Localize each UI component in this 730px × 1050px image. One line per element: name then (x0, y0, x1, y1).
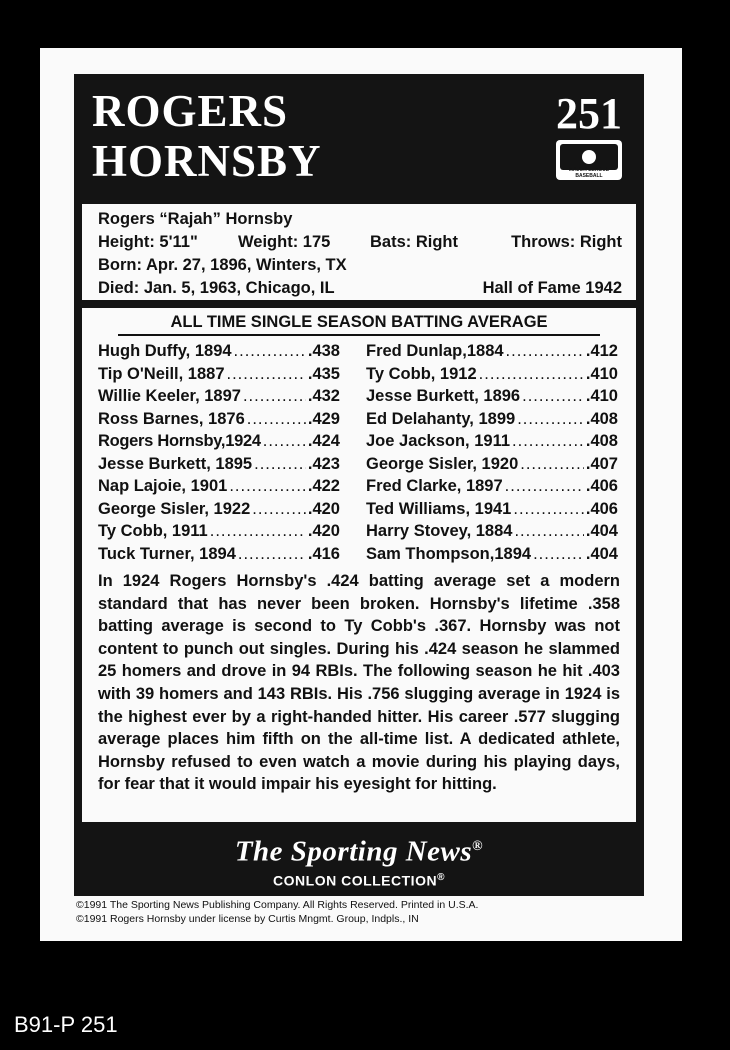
player-season: Willie Keeler, 1897 (98, 387, 241, 405)
leader-dots (505, 475, 584, 498)
bio-box (82, 204, 636, 300)
player-season: Ted Williams, 1941 (366, 499, 512, 518)
stats-box (82, 308, 636, 822)
player-season: Fred Clarke, 1897 (366, 477, 503, 495)
story-text: In 1924 Rogers Hornsby's .424 batting average set a modern standard that has never been broken. Hornsby's lifetime .358 batting average is second to Ty Cobb's .367. Hornsby was not content to punch out singles. During his .424 season he slammed 25 homers and drove in 94 RBIs. The following season he hit .403 with 39 homers and 143 RBIs. His .756 slugging average in 1924 is the highest ever by a right-handed hitter. His career .577 slugging average places him fifth on the all-time list. A dedicated athlete, Hornsby refused to even watch a movie during his playing days, for fear that it would impair his eyesight for hitting. (98, 572, 620, 794)
table-row (98, 453, 340, 476)
card-panel (74, 74, 644, 896)
player-season: Hugh Duffy, 1894 (98, 342, 232, 360)
leader-dots (243, 385, 306, 408)
table-row (366, 430, 618, 453)
batting-average: .416 (307, 544, 340, 563)
batting-average: .406 (585, 477, 618, 495)
leader-dots (506, 340, 584, 363)
leader-dots (479, 363, 584, 386)
weight: Weight: 175 (238, 233, 331, 251)
batting-average: .420 (307, 499, 340, 518)
batting-average: .410 (585, 387, 618, 405)
batting-average: .404 (585, 522, 618, 540)
legal-line-1: ©1991 The Sporting News Publishing Company. All Rights Reserved. Printed in U.S.A. (76, 899, 479, 911)
table-row (366, 498, 618, 521)
died: Died: Jan. 5, 1963, Chicago, IL (98, 279, 335, 297)
leader-dots (234, 340, 306, 363)
player-season: Sam Thompson,1894 (366, 544, 532, 563)
table-title: ALL TIME SINGLE SEASON BATTING AVERAGE (118, 310, 600, 336)
player-season: Rogers Hornsby,1924 (98, 432, 261, 450)
table-row (366, 363, 618, 386)
table-row (366, 520, 618, 543)
table-row (98, 385, 340, 408)
leader-dots (533, 543, 584, 566)
table-row (98, 363, 340, 386)
leader-dots (520, 453, 584, 476)
table-row (366, 453, 618, 476)
table-row (98, 543, 340, 566)
listing-caption: B91-P 251 (14, 1012, 118, 1037)
player-last-name: HORNSBY (92, 136, 322, 186)
table-row (366, 543, 618, 566)
batting-average: .423 (307, 454, 340, 473)
player-season: Jesse Burkett, 1896 (366, 387, 521, 405)
player-season: Nap Lajoie, 1901 (98, 477, 228, 495)
leader-dots (522, 385, 584, 408)
batting-average: .407 (585, 454, 618, 473)
batting-average: .408 (585, 409, 618, 428)
born: Born: Apr. 27, 1896, Winters, TX (98, 256, 347, 274)
batting-average: .424 (307, 432, 340, 450)
batting-average: .435 (307, 364, 340, 383)
leader-dots (513, 498, 584, 521)
leader-dots (252, 498, 306, 521)
player-season: Ty Cobb, 1912 (366, 364, 477, 383)
batting-average: .422 (307, 477, 340, 495)
leader-dots (263, 430, 306, 453)
trading-card-back (40, 48, 682, 941)
table-row (98, 430, 340, 453)
card-number: 251 (556, 89, 622, 138)
player-season: Tuck Turner, 1894 (98, 544, 236, 563)
table-row (366, 385, 618, 408)
leader-dots (227, 363, 306, 386)
player-name (92, 86, 322, 186)
batting-average: .406 (585, 499, 618, 518)
player-season: Fred Dunlap,1884 (366, 342, 504, 360)
batting-average: .429 (307, 409, 340, 428)
mlb-logo-icon (556, 140, 622, 180)
player-season: Ty Cobb, 1911 (98, 522, 208, 540)
conlon-collection: CONLON COLLECTION (273, 872, 438, 889)
table-row (98, 475, 340, 498)
batting-average: .412 (585, 342, 618, 360)
player-season: Tip O'Neill, 1887 (98, 364, 225, 383)
brand-block (74, 830, 644, 889)
table-row (98, 408, 340, 431)
height: Height: 5'11" (98, 233, 198, 251)
player-season: Harry Stovey, 1884 (366, 522, 513, 540)
player-season: George Sisler, 1922 (98, 499, 251, 518)
collection-registered-mark: ® (437, 871, 445, 883)
throws: Throws: Right (511, 233, 622, 251)
table-right-column (366, 340, 618, 565)
player-season: Jesse Burkett, 1895 (98, 454, 253, 473)
table-row (98, 498, 340, 521)
hall-of-fame: Hall of Fame 1942 (482, 279, 622, 297)
bats: Bats: Right (370, 233, 458, 251)
table-row (98, 520, 340, 543)
table-row (98, 340, 340, 363)
leader-dots (210, 520, 306, 543)
table-row (366, 408, 618, 431)
legal-text (76, 898, 478, 926)
batting-average: .404 (585, 544, 618, 563)
player-season: George Sisler, 1920 (366, 454, 519, 473)
player-season: Ross Barnes, 1876 (98, 409, 245, 428)
leader-dots (512, 430, 584, 453)
table-left-column (98, 340, 340, 565)
logo-text: MAJOR LEAGUE BASEBALL (568, 167, 610, 179)
batting-average: .420 (307, 522, 340, 540)
leader-dots (517, 408, 584, 431)
leader-dots (229, 475, 306, 498)
player-season: Ed Delahanty, 1899 (366, 409, 516, 428)
player-first-name: ROGERS (92, 86, 289, 136)
batting-average: .432 (307, 387, 340, 405)
leader-dots (514, 520, 583, 543)
player-season: Joe Jackson, 1911 (366, 432, 511, 450)
table-row (366, 475, 618, 498)
batting-average: .410 (585, 364, 618, 383)
leader-dots (247, 408, 306, 431)
batting-average: .408 (585, 432, 618, 450)
leader-dots (238, 543, 306, 566)
table-row (366, 340, 618, 363)
full-name: Rogers “Rajah” Hornsby (98, 210, 293, 228)
brand-registered-mark: ® (472, 839, 484, 854)
leader-dots (254, 453, 306, 476)
legal-line-2: ©1991 Rogers Hornsby under license by Curtis Mngmt. Group, Indpls., IN (76, 913, 419, 925)
batting-average: .438 (307, 342, 340, 360)
sporting-news-logo: The Sporting News (234, 835, 473, 868)
